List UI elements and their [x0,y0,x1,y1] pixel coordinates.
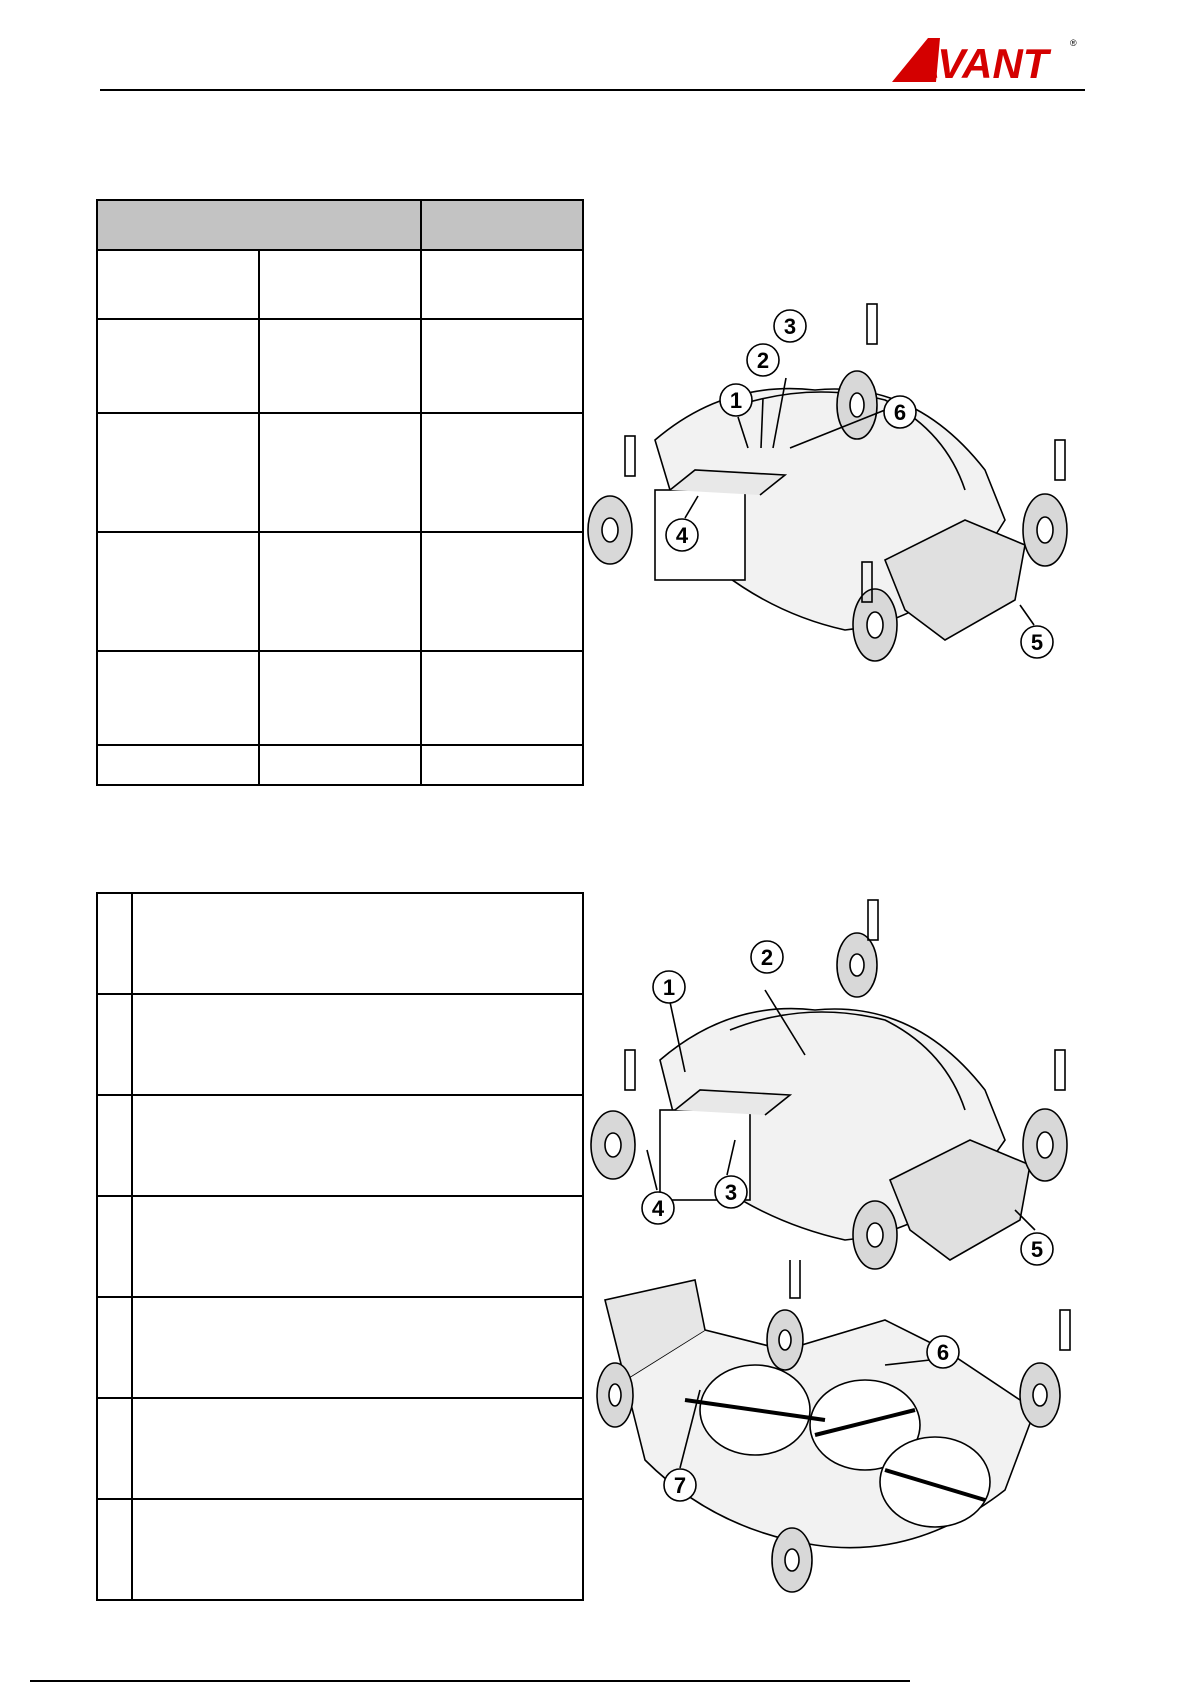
row-number [97,1196,132,1297]
svg-text:7: 7 [673,1473,687,1498]
callout-7 [664,1469,696,1501]
svg-text:2: 2 [756,348,770,373]
row-name [259,413,421,532]
footer-rule [30,1680,910,1682]
mower-deck-diagram-parts [585,890,1085,1280]
table-header-cell [97,200,421,250]
row-description [132,1499,583,1600]
svg-text:3: 3 [783,314,797,339]
svg-text:6: 6 [893,400,907,425]
row-description [132,1095,583,1196]
table-row [97,745,583,785]
table-header-cell [421,200,583,250]
table-row [97,250,583,319]
wheel-icon [1023,494,1067,566]
callout-1 [653,971,685,1003]
table-row [97,994,583,1095]
callout-4 [642,1192,674,1224]
callout-2 [751,941,783,973]
row-number [97,994,132,1095]
wheel-icon [767,1310,803,1370]
row-description [421,651,583,745]
svg-text:6: 6 [936,1340,950,1365]
callout-3 [715,1176,747,1208]
row-name [259,745,421,785]
callout-6 [927,1336,959,1368]
table-row [97,893,583,994]
callout-1 [720,384,752,416]
row-number [97,319,259,413]
wheel-icon [853,1201,897,1269]
row-description [132,893,583,994]
svg-text:1: 1 [729,388,743,413]
wheel-icon [837,933,877,997]
callout-4 [666,519,698,551]
header-rule [100,89,1085,91]
table-row [97,1398,583,1499]
table-row [97,319,583,413]
wheel-icon [837,371,877,439]
table-row [97,1095,583,1196]
parts-table-2 [96,892,584,1601]
row-description [132,1297,583,1398]
row-name [259,250,421,319]
row-description [421,745,583,785]
table-row [97,532,583,651]
row-description [421,319,583,413]
row-number [97,1297,132,1398]
wheel-icon [1020,1363,1060,1427]
mower-deck-underside-diagram [585,1260,1085,1600]
wheel-icon [588,496,632,564]
mower-deck-diagram-controls [585,290,1085,690]
svg-text:4: 4 [675,523,689,548]
wheel-icon [772,1528,812,1592]
logo-registered-mark: ® [1070,38,1077,48]
wheel-icon [597,1363,633,1427]
callout-5 [1021,626,1053,658]
logo-text: AVANT [910,40,1049,86]
callout-2 [747,344,779,376]
row-number [97,1095,132,1196]
callout-6 [884,396,916,428]
row-number [97,250,259,319]
avant-logo [878,34,1078,86]
row-name [259,319,421,413]
callout-3 [774,310,806,342]
row-number [97,413,259,532]
row-number [97,1499,132,1600]
svg-text:1: 1 [662,975,676,1000]
svg-text:2: 2 [760,945,774,970]
wheel-icon [591,1111,635,1179]
table-row [97,1196,583,1297]
svg-text:4: 4 [651,1196,665,1221]
table-row [97,1499,583,1600]
row-number [97,651,259,745]
table-row [97,413,583,532]
wheel-icon [853,589,897,661]
table-row [97,651,583,745]
row-number [97,893,132,994]
row-number [97,1398,132,1499]
row-description [421,250,583,319]
table-header-row [97,200,583,250]
row-description [132,994,583,1095]
row-description [421,413,583,532]
wheel-icon [1023,1109,1067,1181]
row-number [97,745,259,785]
svg-text:5: 5 [1030,1237,1044,1262]
parts-table [96,199,584,786]
row-description [421,532,583,651]
row-name [259,532,421,651]
table-row [97,1297,583,1398]
row-number [97,532,259,651]
row-description [132,1398,583,1499]
row-name [259,651,421,745]
svg-text:3: 3 [724,1180,738,1205]
svg-text:5: 5 [1030,630,1044,655]
row-description [132,1196,583,1297]
